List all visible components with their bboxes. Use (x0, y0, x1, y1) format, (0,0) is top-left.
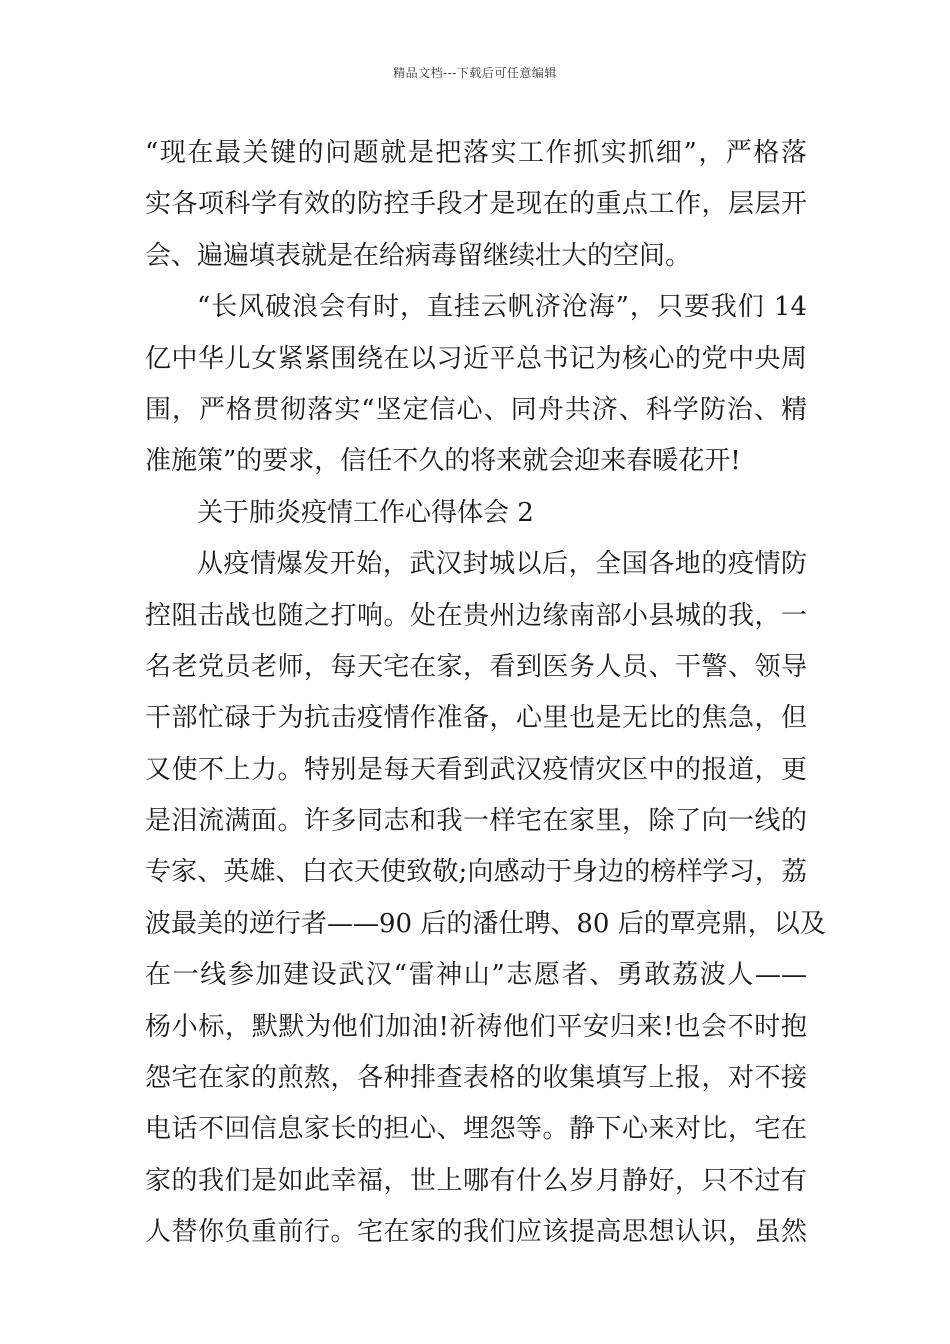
text-line: 名老党员老师，每天宅在家，看到医务人员、干警、领导 (145, 651, 807, 682)
text-line: 围，严格贯彻落实“坚定信心、同舟共济、科学防治、精 (145, 394, 807, 425)
text-line: 控阻击战也随之打响。处在贵州边缘南部小县城的我，一 (145, 600, 807, 631)
text-line: 家的我们是如此幸福，世上哪有什么岁月静好，只不过有 (145, 1165, 807, 1196)
text-line: 准施策”的要求，信任不久的将来就会迎来春暖花开! (145, 446, 741, 477)
text-line: 人替你负重前行。宅在家的我们应该提高思想认识，虽然 (145, 1217, 807, 1248)
text-line: 又使不上力。特别是每天看到武汉疫情灾区中的报道，更 (145, 754, 807, 785)
text-line: 专家、英雄、白衣天使致敬;向感动于身边的榜样学习，荔 (145, 857, 807, 888)
text-line: 电话不回信息家长的担心、埋怨等。静下心来对比，宅在 (145, 1114, 807, 1145)
text-line: “长风破浪会有时，直挂云帆济沧海”，只要我们 14 (197, 292, 807, 323)
text-line: 杨小标，默默为他们加油!祈祷他们平安归来!也会不时抱 (145, 1011, 807, 1042)
text-line: 是泪流满面。许多同志和我一样宅在家里，除了向一线的 (145, 806, 807, 837)
text-line: 怨宅在家的煎熬，各种排查表格的收集填写上报，对不接 (145, 1063, 807, 1094)
section-heading: 关于肺炎疫情工作心得体会 2 (197, 497, 534, 528)
text-line: 从疫情爆发开始，武汉封城以后，全国各地的疫情防 (197, 549, 807, 580)
text-line: 在一线参加建设武汉“雷神山”志愿者、勇敢荔波人—— (145, 960, 807, 991)
text-line: 会、遍遍填表就是在给病毒留继续壮大的空间。 (145, 240, 692, 271)
text-line: 波最美的逆行者——90 后的潘仕聘、80 后的覃亮鼎，以及 (145, 908, 826, 939)
text-line: 亿中华儿女紧紧围绕在以习近平总书记为核心的党中央周 (145, 343, 807, 374)
text-line: 实各项科学有效的防控手段才是现在的重点工作，层层开 (145, 189, 807, 220)
document-body (145, 128, 826, 1259)
text-line: 干部忙碌于为抗击疫情作准备，心里也是无比的焦急，但 (145, 703, 807, 734)
text-line: “现在最关键的问题就是把落实工作抓实抓细”，严格落 (145, 138, 807, 168)
page-header: 精品文档---下载后可任意编辑 (393, 66, 557, 80)
